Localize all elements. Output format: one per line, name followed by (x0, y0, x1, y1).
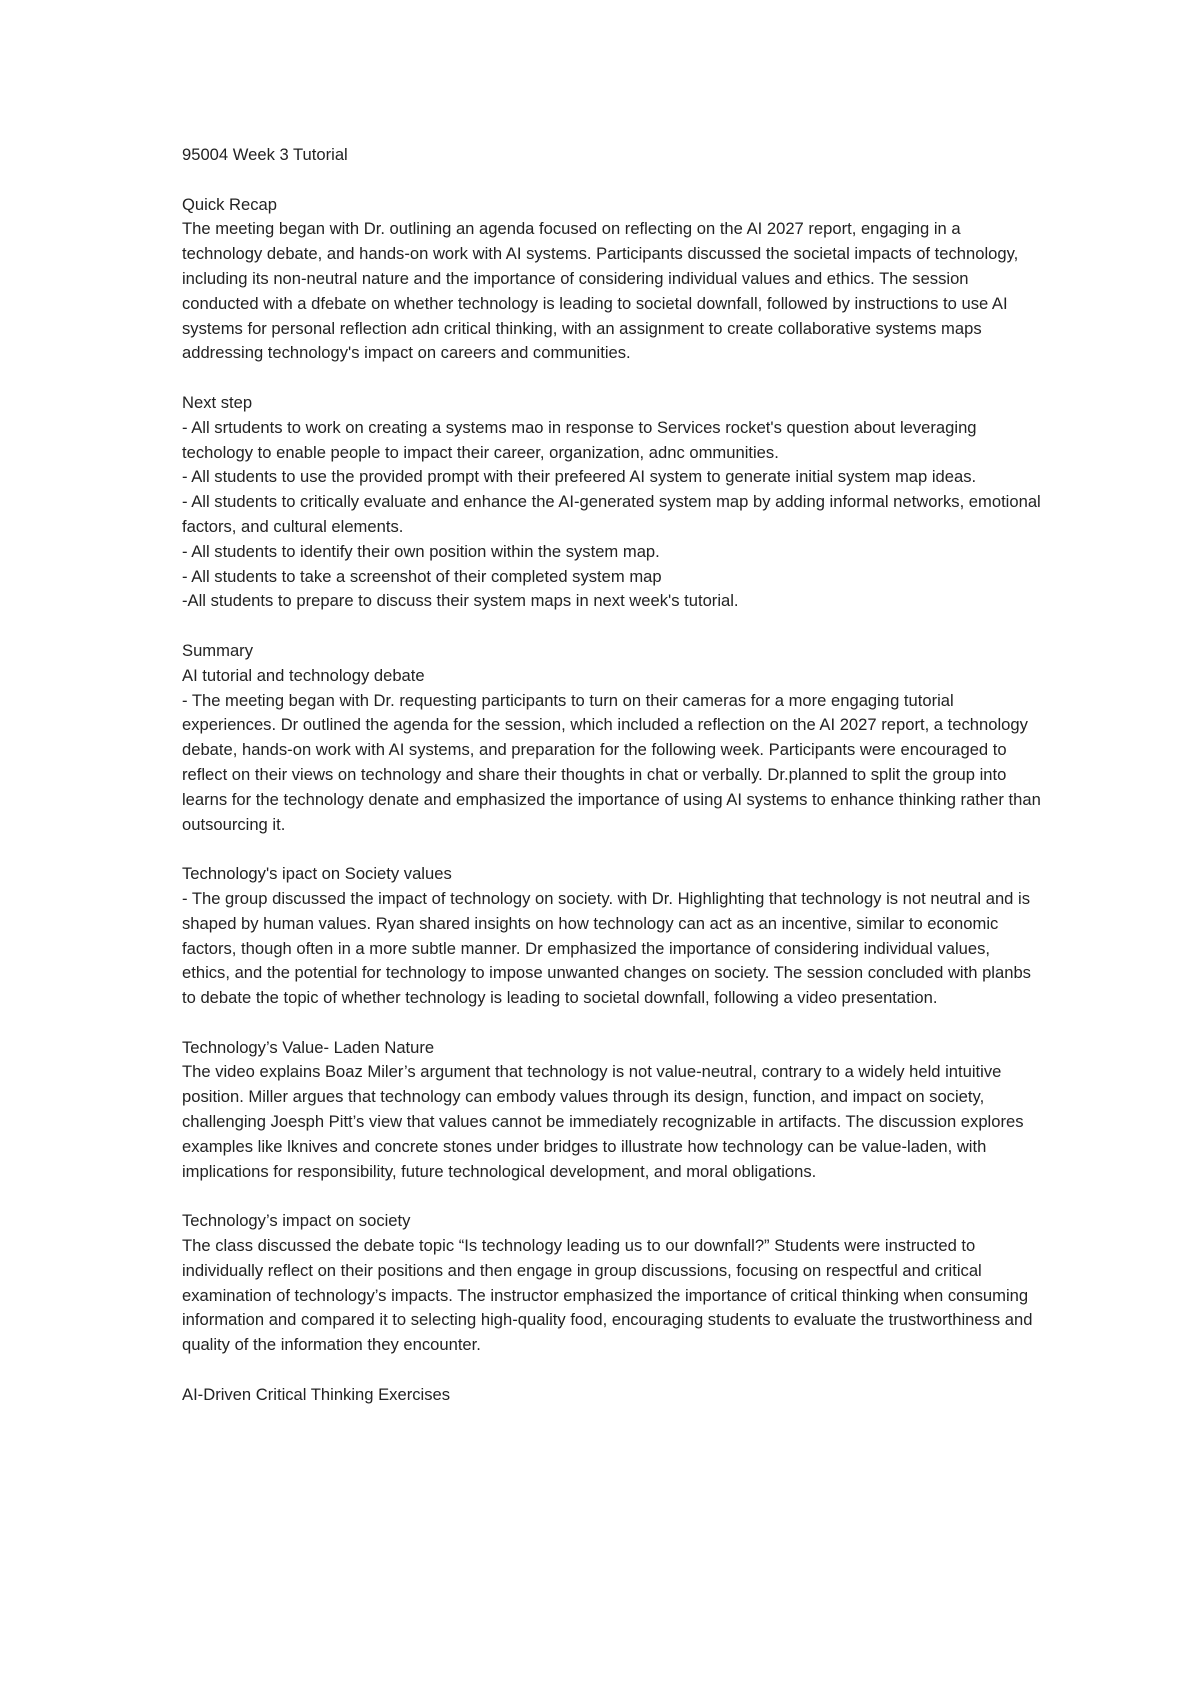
next-step-item: - All students to critically evaluate and enhance the AI-generated system map by adding informal networks, emotional factors, and cultural elements. (182, 492, 1041, 536)
section-heading-society-values: Technology's ipact on Society values (182, 864, 452, 884)
next-step-item: - All students to take a screenshot of their completed system map (182, 566, 662, 586)
document-page (182, 143, 1042, 1408)
next-step-heading: Next step (182, 392, 253, 412)
spacer (182, 614, 1042, 639)
next-step-item: - All students to use the provided prompt with their prefeered AI system to generate initial system map ideas. (182, 467, 977, 487)
section-heading-critical-thinking: AI-Driven Critical Thinking Exercises (182, 1384, 451, 1404)
spacer (182, 1011, 1042, 1036)
spacer (182, 837, 1042, 862)
next-step-item: - All students to identify their own position within the system map. (182, 541, 660, 561)
next-step-item: - All srtudents to work on creating a systems mao in response to Services rocket's question about leveraging techology to enable people to impact their career, organization, adnc ommunities. (182, 417, 977, 462)
section-heading-value-laden: Technology’s Value- Laden Nature (182, 1037, 435, 1057)
section-paragraph-impact-society: The class discussed the debate topic “Is technology leading us to our downfall?” Students were instructed to individually reflect on their positions and then engage in group discussions, focusing on respectful and critical examination of technology’s impacts. The instructor emphasized the importance of critical thinking when consuming information and compared it to selecting high-quality food, encouraging students to evaluate the trustworthiness and quality of the information they encounter. (182, 1236, 1033, 1355)
next-step-item: -All students to prepare to discuss their system maps in next week's tutorial. (182, 591, 739, 611)
section-heading-impact-society: Technology’s impact on society (182, 1211, 411, 1231)
section-heading-ai-tutorial: AI tutorial and technology debate (182, 665, 425, 685)
spacer (182, 1184, 1042, 1209)
spacer (182, 366, 1042, 391)
spacer (182, 168, 1042, 193)
recap-paragraph: The meeting began with Dr. outlining an agenda focused on reflecting on the AI 2027 report, engaging in a technology debate, and hands-on work with AI systems. Participants discussed the societal impacts of technology, including its non-neutral nature and the importance of considering individual values and ethics. The session conducted with a dfebate on whether technology is leading to societal downfall, followed by instructions to use AI systems for personal reflection adn critical thinking, with an assignment to create collaborative systems maps addressing technology's impact on careers and communities. (182, 219, 1019, 363)
recap-heading: Quick Recap (182, 194, 277, 214)
summary-heading: Summary (182, 640, 253, 660)
section-paragraph-value-laden: The video explains Boaz Miler’s argument that technology is not value-neutral, contrary to a widely held intuitive position. Miller argues that technology can embody values through its design, function, and impact on society, challenging Joesph Pitt’s view that values cannot be immediately recognizable in artifacts. The discussion explores examples like lknives and concrete stones under bridges to illustrate how technology can be value-laden, with implications for responsibility, future technological development, and moral obligations. (182, 1062, 1024, 1181)
document-title: 95004 Week 3 Tutorial (182, 145, 348, 164)
section-paragraph-ai-tutorial: - The meeting began with Dr. requesting participants to turn on their cameras for a more engaging tutorial experiences. Dr outlined the agenda for the session, which included a reflection on the AI 2027 report, a technology debate, hands-on work with AI systems, and preparation for the following week. Participants were encouraged to reflect on their views on technology and share their thoughts in chat or verbally. Dr.planned to split the group into learns for the technology denate and emphasized the importance of using AI systems to enhance thinking rather than outsourcing it. (182, 690, 1041, 834)
spacer (182, 1358, 1042, 1383)
section-paragraph-society-values: - The group discussed the impact of technology on society. with Dr. Highlighting that technology is not neutral and is shaped by human values. Ryan shared insights on how technology can act as an incentive, similar to economic factors, though often in a more subtle manner. Dr emphasized the importance of considering individual values, ethics, and the potential for technology to impose unwanted changes on society. The session concluded with planbs to debate the topic of whether technology is leading to societal downfall, following a video presentation. (182, 888, 1031, 1008)
